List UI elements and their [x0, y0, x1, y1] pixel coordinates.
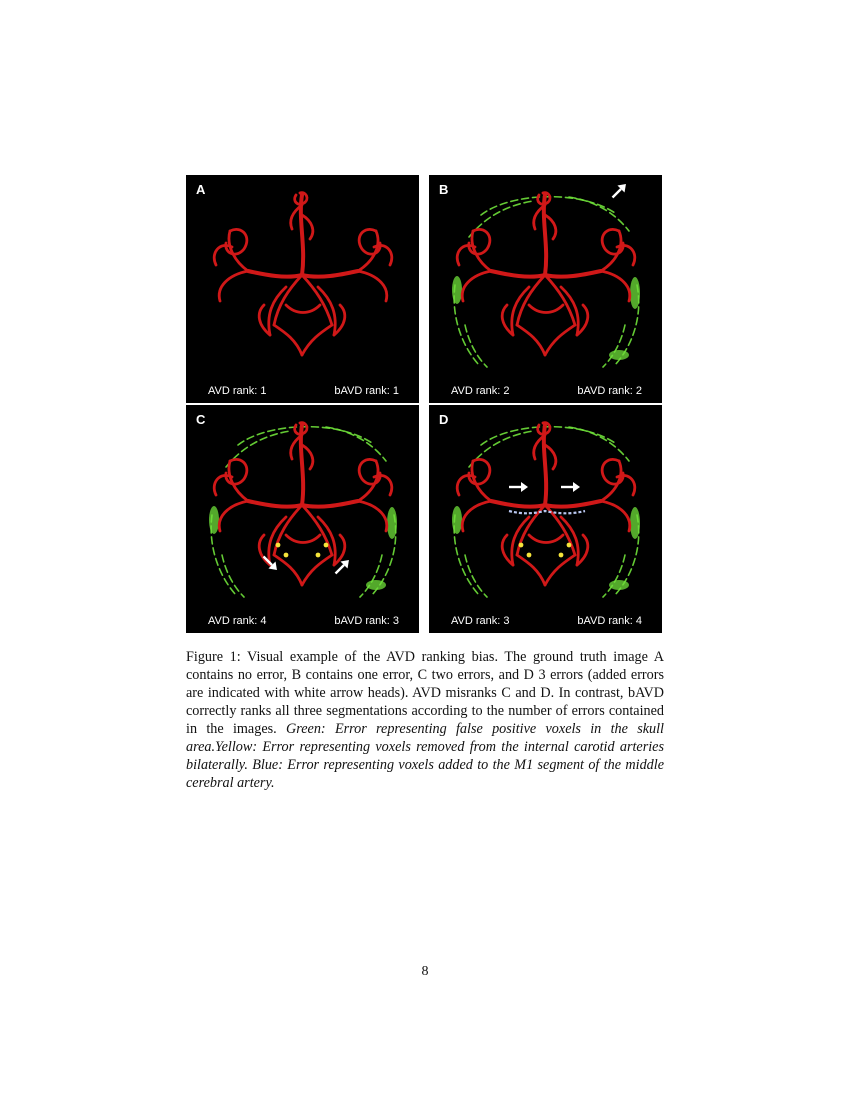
- vessel-segment-15: [517, 555, 545, 585]
- panel-letter-c: C: [196, 412, 206, 427]
- vessel-render-a: [186, 175, 419, 403]
- vessel-segment-1: [248, 271, 302, 277]
- arrow-tip: [573, 482, 580, 492]
- white-arrow-head-1: [561, 482, 580, 492]
- green-error-arc-0: [238, 427, 372, 445]
- vessel-segment-15: [517, 325, 545, 355]
- yellow-error-dot-2: [284, 553, 289, 558]
- vessel-render-b: [429, 175, 662, 403]
- vessel-segment-11: [274, 275, 302, 325]
- vessel-segment-15: [274, 555, 302, 585]
- yellow-error-dot-1: [324, 543, 329, 548]
- white-arrow-head-0: [609, 181, 630, 202]
- avd-rank-label-d: AVD rank: 3: [451, 615, 510, 627]
- avd-rank-label-a: AVD rank: 1: [208, 385, 267, 397]
- vessel-segment-8: [358, 501, 387, 531]
- white-arrow-head-0: [509, 482, 528, 492]
- yellow-error-dot-0: [519, 543, 524, 548]
- vessel-segment-16: [302, 555, 332, 585]
- green-error-arc-0: [481, 427, 615, 445]
- green-error-blob-2: [609, 350, 629, 360]
- vessel-segment-7: [358, 231, 378, 271]
- green-error-blob-0: [452, 276, 462, 304]
- green-error-arc-1: [469, 201, 533, 237]
- yellow-error-dot-1: [567, 543, 572, 548]
- caption-text: Figure 1: Visual example of the AVD ranking bias. The ground truth image A contains no error, B contains one error, C two errors, and D 3 errors (added errors are indicated with white arrow heads). AVD misranks C and D. In contrast, bAVD correctly ranks all three segmentations according to the number of errors contained in the images.: [186, 649, 664, 737]
- vessel-segment-4: [462, 501, 491, 531]
- figure-caption: [186, 648, 664, 792]
- vessel-segment-16: [545, 325, 575, 355]
- vessel-segment-2: [302, 501, 358, 507]
- vessel-segment-2: [302, 271, 358, 277]
- green-error-arc-6: [603, 325, 625, 367]
- green-error-arc-6: [603, 555, 625, 597]
- vessel-segment-4: [219, 271, 248, 301]
- yellow-error-dot-3: [559, 553, 564, 558]
- vessel-segment-1: [491, 501, 545, 507]
- vessel-segment-7: [358, 461, 378, 501]
- vessel-segment-11: [274, 505, 302, 555]
- green-error-blob-0: [452, 506, 462, 534]
- vessel-segment-17: [529, 305, 563, 313]
- page-number: 8: [421, 964, 429, 979]
- figure-panel-c: [186, 405, 419, 633]
- bavd-rank-label-d: bAVD rank: 4: [577, 615, 642, 627]
- green-error-arc-1: [226, 431, 290, 467]
- bavd-rank-label-a: bAVD rank: 1: [334, 385, 399, 397]
- vessel-segment-7: [601, 461, 621, 501]
- vessel-segment-7: [601, 231, 621, 271]
- green-error-blob-0: [209, 506, 219, 534]
- green-error-arc-2: [569, 427, 629, 461]
- green-error-blob-1: [630, 507, 640, 539]
- yellow-error-dot-3: [316, 553, 321, 558]
- vessel-segment-16: [302, 325, 332, 355]
- figure-panel-b: [429, 175, 662, 403]
- vessel-segment-2: [545, 501, 601, 507]
- yellow-error-dot-2: [527, 553, 532, 558]
- yellow-error-dot-0: [276, 543, 281, 548]
- arrow-tip: [521, 482, 528, 492]
- vessel-segment-11: [517, 275, 545, 325]
- panel-letter-a: A: [196, 182, 206, 197]
- vessel-segment-8: [601, 271, 630, 301]
- blue-error-segment: [509, 511, 585, 513]
- vessel-segment-2: [545, 271, 601, 277]
- vessel-segment-8: [601, 501, 630, 531]
- green-error-arc-1: [469, 431, 533, 467]
- figure-panel-d: [429, 405, 662, 633]
- vessel-segment-8: [358, 271, 387, 301]
- vessel-segment-1: [248, 501, 302, 507]
- vessel-segment-17: [286, 305, 320, 313]
- green-error-blob-1: [387, 507, 397, 539]
- green-error-blob-2: [366, 580, 386, 590]
- green-error-arc-6: [360, 555, 382, 597]
- vessel-segment-16: [545, 555, 575, 585]
- vessel-segment-15: [274, 325, 302, 355]
- vessel-segment-17: [529, 535, 563, 543]
- green-error-blob-2: [609, 580, 629, 590]
- avd-rank-label-c: AVD rank: 4: [208, 615, 267, 627]
- panel-letter-d: D: [439, 412, 449, 427]
- green-error-arc-2: [326, 427, 386, 461]
- vessel-segment-4: [462, 271, 491, 301]
- bavd-rank-label-c: bAVD rank: 3: [334, 615, 399, 627]
- arrow-shaft: [336, 565, 344, 573]
- green-error-arc-2: [569, 197, 629, 231]
- arrow-shaft: [613, 189, 621, 197]
- green-error-blob-1: [630, 277, 640, 309]
- vessel-segment-1: [491, 271, 545, 277]
- panel-letter-b: B: [439, 182, 449, 197]
- vessel-segment-17: [286, 535, 320, 543]
- avd-rank-label-b: AVD rank: 2: [451, 385, 510, 397]
- vessel-render-c: [186, 405, 419, 633]
- green-error-arc-0: [481, 197, 615, 215]
- vessel-segment-4: [219, 501, 248, 531]
- figure-panel-a: [186, 175, 419, 403]
- caption-italic-text: Green: Error representing false positive voxels in the skull area.Yellow: Error representing voxels removed from the internal carotid arteries bilaterally. Blue: Error representing voxels added to the M1 segment of the middle cerebral artery.: [186, 721, 664, 791]
- vessel-render-d: [429, 405, 662, 633]
- bavd-rank-label-b: bAVD rank: 2: [577, 385, 642, 397]
